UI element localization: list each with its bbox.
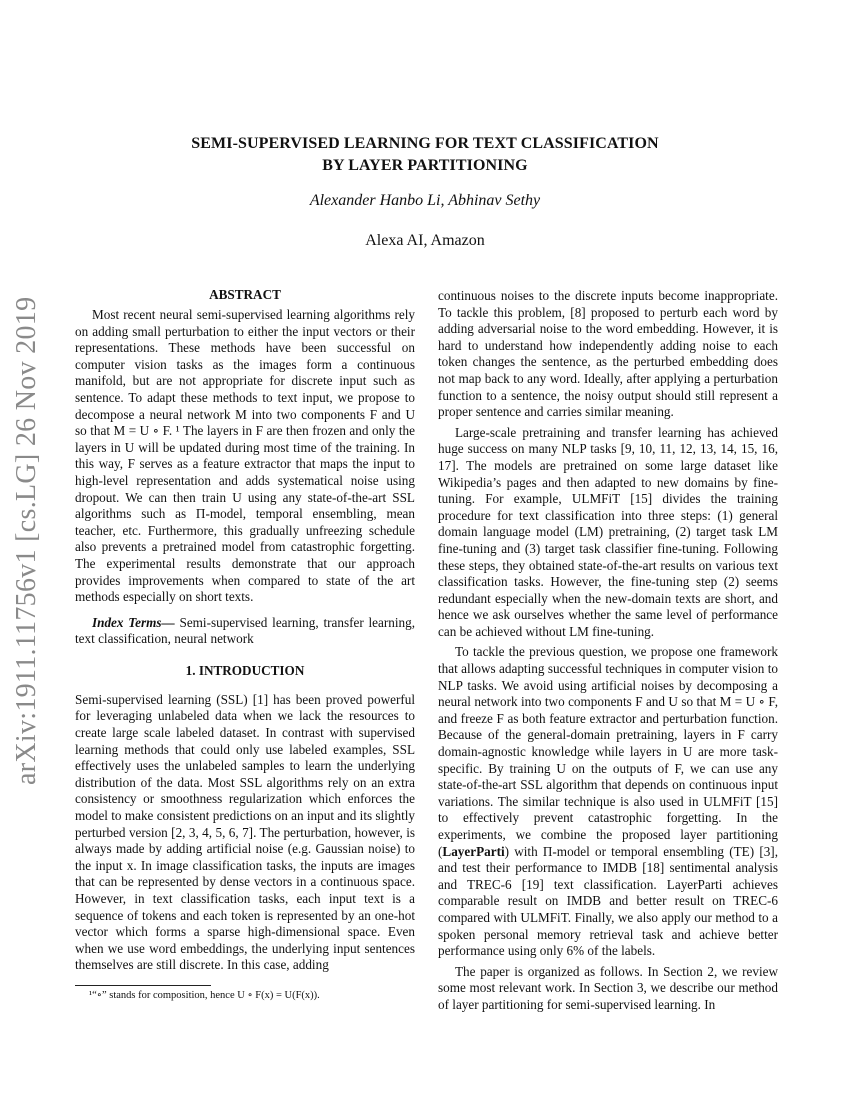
intro-paragraph-1-continued: continuous noises to the discrete inputs become inappropriate. To tackle this problem, [8] proposed to perturb each word by adding adversarial noise to the word embedding. However, it is hard to understand how independently adding noise to each token changes the sentence, as the perturbed embedding does not map back to any word. Ideally, after applying a perturbation function to a sentence, the noisy output should still represent a proper sentence and carries similar meaning. [438, 288, 778, 420]
title-line-2: BY LAYER PARTITIONING [322, 157, 528, 174]
introduction-heading: 1. INTRODUCTION [185, 662, 305, 678]
intro-paragraph-3 [438, 644, 778, 959]
index-terms-label: Index Terms— [92, 614, 175, 630]
abstract-text: Most recent neural semi-supervised learning algorithms rely on adding small perturbation to either the input vectors or their representations. These methods have been successful on computer vision tasks as the images form a continuous manifold, but are not appropriate for discrete input such as sentence. To adapt these methods to text input, we propose to decompose a neural network M into two components F and U so that M = U ∘ F. ¹ The layers in F are then frozen and only the layers in U will be updated during most time of the training. In this way, F serves as a feature extractor that maps the input to high-level representation and adds systematical noise using dropout. We can then train U using any state-of-the-art SSL algorithms such as Π-model, temporal ensembling, mean teacher, etc. Furthermore, this gradually unfreezing schedule also prevents a pretrained model from catastrophic forgetting. The experimental results demonstrate that our approach provides improvements when compared to state of the art methods especially on short texts. [75, 307, 415, 605]
intro-paragraph-4: The paper is organized as follows. In Section 2, we review some most relevant work. In Section 3, we describe our method of layer partitioning for semi-supervised learning. In [438, 963, 778, 1012]
intro-p3-part-a: To tackle the previous question, we propose one framework that allows adapting successful techniques in computer vision to NLP tasks. We avoid using artificial noises by decomposing a neural network into two components F and U so that M = U ∘ F, and freeze F as both feature extractor and perturbation function. Because of the general-domain pretraining, layers in F carry domain-agnostic knowledge while layers in U are more task-specific. By training U on the outputs of F, we can use any state-of-the-art SSL algorithm that depends on continuous input variations. The similar technique is also used in ULMFiT [15] to effectively prevent catastrophic forgetting. In the experiments, we combine the proposed layer partitioning ( [438, 644, 778, 859]
affiliation: Alexa AI, Amazon [365, 232, 485, 249]
title-line-1: SEMI-SUPERVISED LEARNING FOR TEXT CLASSIFICATION [191, 135, 659, 152]
footnote-rule [75, 985, 211, 986]
footnote-text: ¹“∘” stands for composition, hence U ∘ F(x) = U(F(x)). [89, 990, 320, 1001]
layerparti-term: LayerParti [442, 843, 505, 859]
authors: Alexander Hanbo Li, Abhinav Sethy [309, 192, 541, 209]
intro-paragraph-1: Semi-supervised learning (SSL) [1] has been proved powerful for leveraging unlabeled data when we lack the resources to create large scale labeled dataset. In contrast with supervised learning methods that could only use labeled examples, SSL effectively uses the unlabeled samples to learn the underlying distribution of the data. Most SSL algorithms rely on an extra consistency or smoothness regularization which enforces the model to make consistent predictions on an input and its slightly perturbed version [2, 3, 4, 5, 6, 7]. The perturbation, however, is always made by adding artificial noise (e.g. Gaussian noise) to the input x. In image classification tasks, the inputs are images that can be represented by dense vectors in a continuous space. However, in text classification tasks, each input text is a sequence of tokens and each token is represented by an one-hot vector which forms a sparse high-dimensional space. Even when we use word embeddings, the underlying input sentences themselves are still discrete. In this case, adding [75, 691, 415, 973]
intro-paragraph-2: Large-scale pretraining and transfer learning has achieved huge success on many NLP tasks [9, 10, 11, 12, 13, 14, 15, 16, 17]. The models are pretrained on some large dataset like Wikipedia’s pages and then adapted to new domains by fine-tuning. For example, ULMFiT [15] divides the training procedure for text classification into three steps: (1) general domain language model (LM) pretraining, (2) target task LM fine-tuning and (3) target task classifier fine-tuning. Following these steps, they obtained state-of-the-art results on various text classification tasks. However, the fine-tuning step (2) seems redundant especially when the new-domain texts are short, and hence we ask ourselves whether the same level of performance can be achieved without LM fine-tuning. [438, 424, 778, 639]
left-column [75, 287, 415, 974]
arxiv-stamp: arXiv:1911.11756v1 [cs.LG] 26 Nov 2019 [11, 296, 42, 785]
paper-title [120, 133, 730, 177]
index-terms-text: Semi-supervised learning, transfer learning, text classification, neural network [75, 614, 415, 647]
footnote [75, 985, 415, 1002]
intro-p3-part-b: ) with Π-model or temporal ensembling (TE) [3], and test their performance to IMDB [18] sentimental analysis and TREC-6 [19] text classification. LayerParti achieves comparable result on IMDB and better result on TREC-6 compared with ULMFiT. Finally, we also apply our method to a spoken personal memory retrieval task and achieve better performance using only 6% of the labels. [438, 843, 778, 959]
index-terms [75, 615, 415, 648]
abstract-heading: ABSTRACT [209, 287, 281, 302]
right-column [438, 288, 778, 1014]
